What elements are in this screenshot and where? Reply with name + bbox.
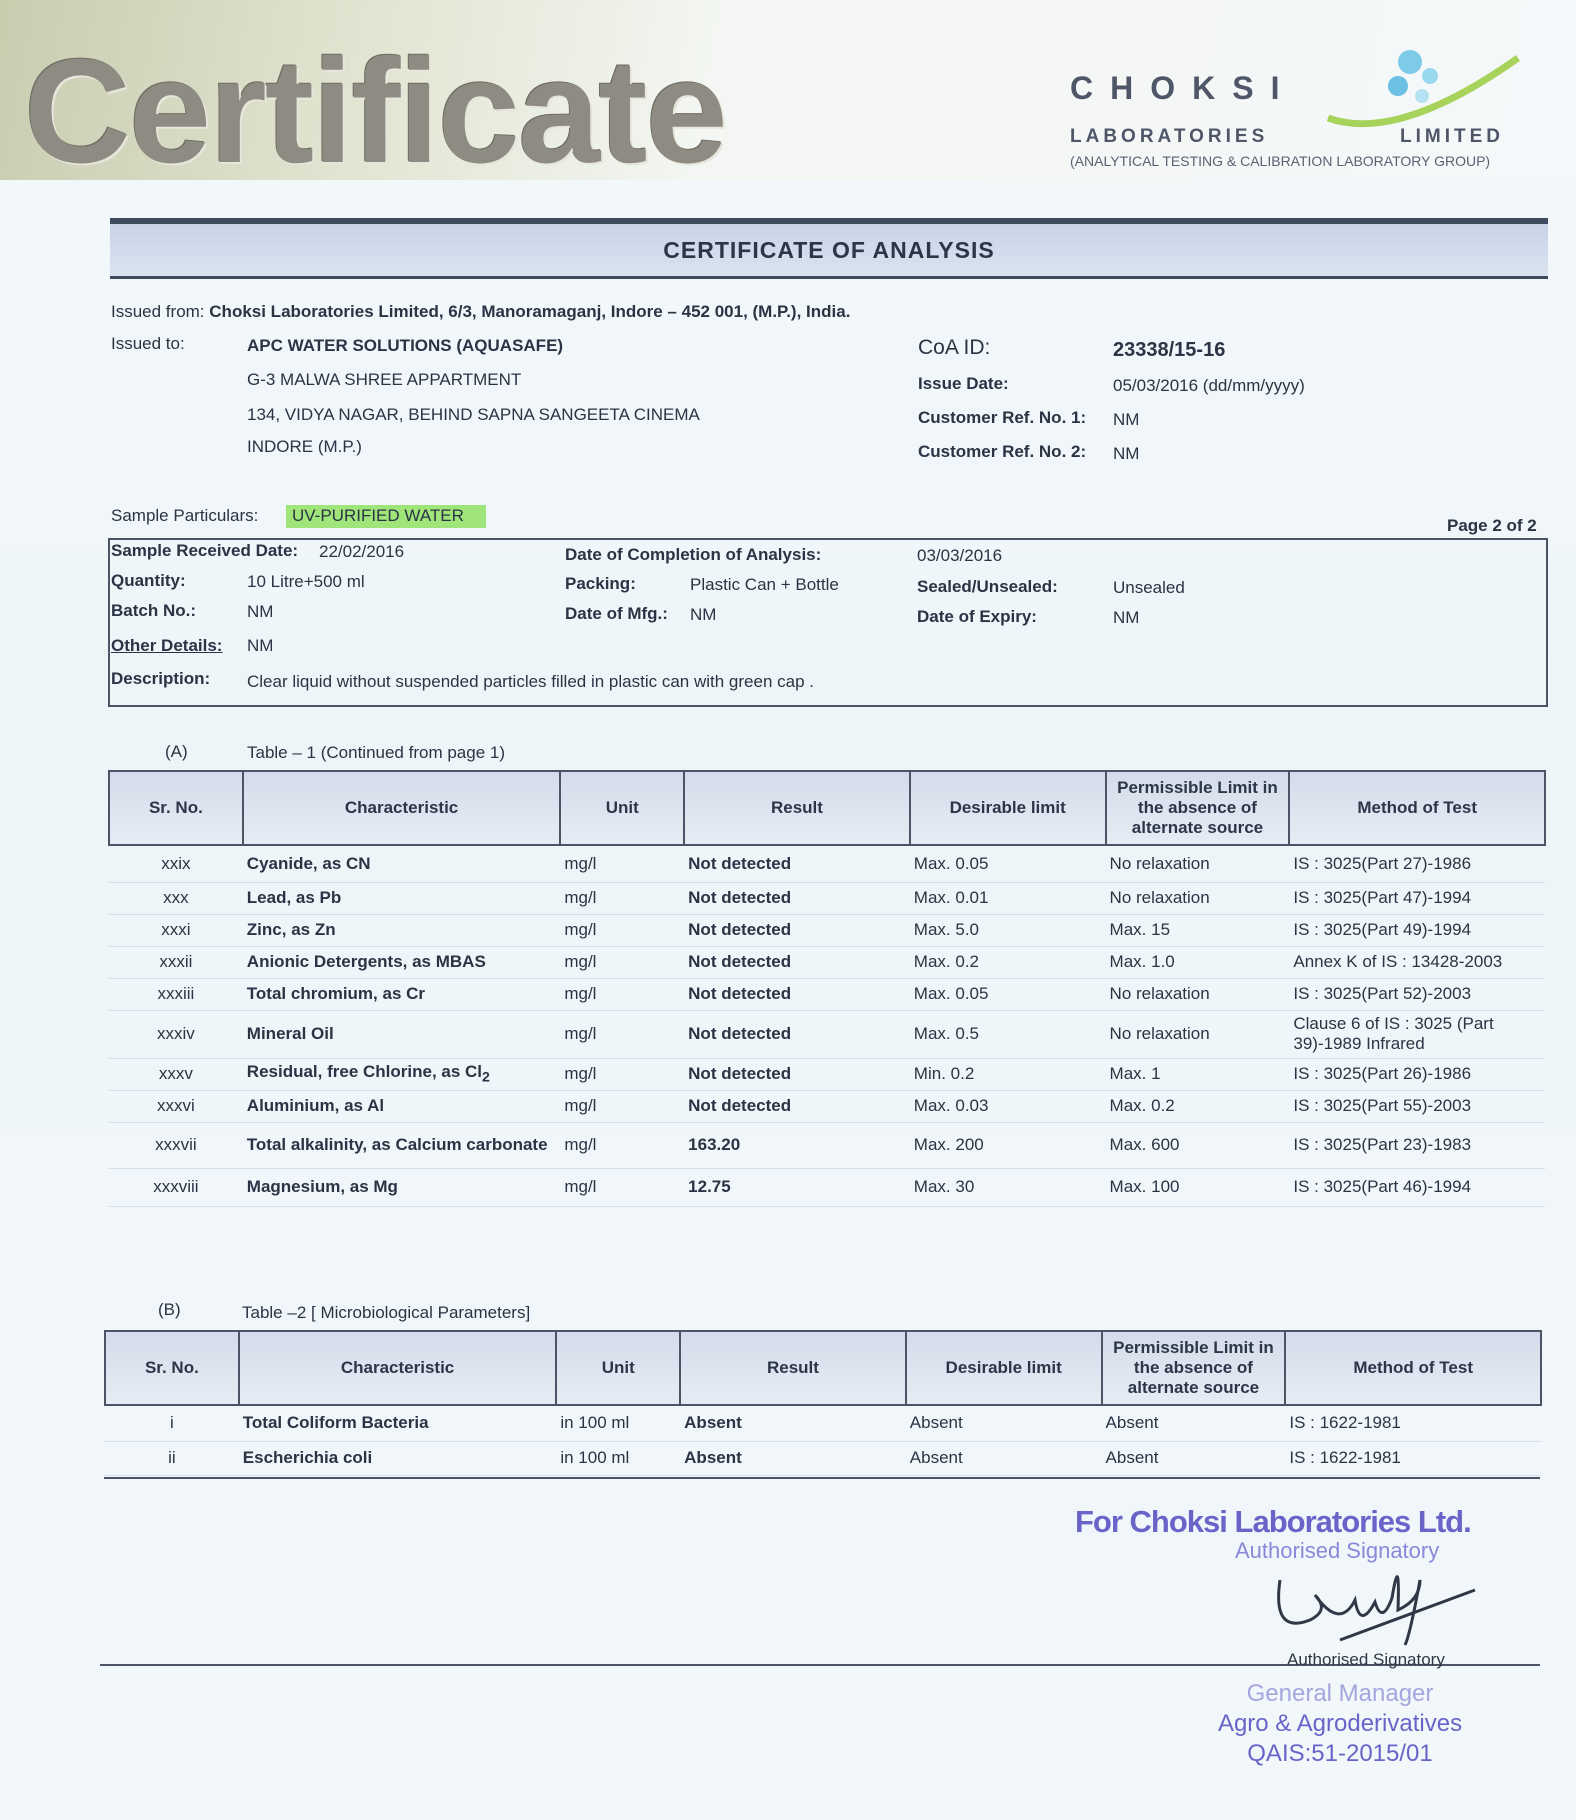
permissible-cell-text: Max. 1 bbox=[1109, 1064, 1161, 1083]
bubbles-logo-icon bbox=[1318, 48, 1528, 138]
method-cell bbox=[1289, 1122, 1545, 1168]
method-cell bbox=[1285, 1405, 1541, 1441]
sample-particulars-label: Sample Particulars: bbox=[111, 506, 259, 525]
sr-cell-text: xxxiv bbox=[157, 1024, 195, 1043]
table2-bottom-rule bbox=[104, 1477, 1540, 1479]
characteristic-cell bbox=[243, 1010, 561, 1058]
table2-header-permissible: Permissible Limit in the absence of alternate source bbox=[1102, 1331, 1286, 1405]
received-label: Sample Received Date: bbox=[111, 541, 299, 560]
permissible-cell bbox=[1106, 1168, 1290, 1206]
desirable-cell bbox=[910, 946, 1106, 978]
characteristic-cell-text: Escherichia coli bbox=[242, 1448, 373, 1467]
table-row bbox=[105, 1441, 1541, 1475]
method-cell-text: Annex K of IS : 13428-2003 bbox=[1293, 952, 1503, 971]
logo-limited: LIMITED bbox=[1400, 126, 1504, 147]
signature-stamp-authorised: Authorised Signatory bbox=[1235, 1538, 1440, 1563]
desirable-cell-text: Absent bbox=[909, 1413, 963, 1433]
sr-cell-text: xxxi bbox=[161, 920, 191, 939]
unit-cell-text: mg/l bbox=[564, 984, 597, 1003]
permissible-cell-text: Absent bbox=[1105, 1413, 1159, 1433]
table-row bbox=[109, 1090, 1545, 1122]
stamp-manager: General Manager bbox=[1246, 1680, 1434, 1707]
permissible-cell-text: Max. 100 bbox=[1109, 1177, 1180, 1196]
characteristic-cell bbox=[239, 1441, 557, 1475]
mfg-value: NM bbox=[690, 605, 717, 624]
table-row bbox=[109, 1010, 1545, 1058]
sr-cell-text: xxxii bbox=[159, 952, 193, 971]
signature-scribble-icon bbox=[1270, 1540, 1480, 1650]
result-cell bbox=[680, 1405, 906, 1441]
permissible-cell bbox=[1106, 914, 1290, 946]
table-row bbox=[109, 1168, 1545, 1206]
logo-group: (ANALYTICAL TESTING & CALIBRATION LABORATORY GROUP) bbox=[1070, 153, 1491, 169]
issue-date-value: 05/03/2016 (dd/mm/yyyy) bbox=[1113, 376, 1305, 395]
expiry-value: NM bbox=[1113, 608, 1140, 627]
sr-cell bbox=[109, 946, 243, 978]
result-cell bbox=[684, 882, 910, 914]
permissible-cell bbox=[1106, 845, 1290, 882]
sr-cell-text: i bbox=[170, 1413, 174, 1433]
unit-cell bbox=[560, 882, 684, 914]
unit-cell-text: mg/l bbox=[564, 1177, 597, 1196]
permissible-cell-text: No relaxation bbox=[1109, 1024, 1210, 1043]
desirable-cell bbox=[910, 845, 1106, 882]
stamp-division: Agro & Agroderivatives bbox=[1217, 1710, 1463, 1737]
result-cell-text: Not detected bbox=[688, 984, 792, 1003]
received-value: 22/02/2016 bbox=[319, 542, 405, 561]
characteristic-cell bbox=[243, 946, 561, 978]
result-cell-text: Not detected bbox=[688, 853, 792, 873]
method-cell-text: IS : 3025(Part 26)-1986 bbox=[1293, 1064, 1472, 1083]
desirable-cell-text: Max. 0.01 bbox=[913, 888, 989, 907]
method-cell-text: IS : 3025(Part 55)-2003 bbox=[1293, 1096, 1472, 1115]
method-cell bbox=[1285, 1441, 1541, 1475]
desirable-cell bbox=[910, 914, 1106, 946]
coa-id-label: CoA ID: bbox=[918, 336, 991, 359]
sr-cell-text: xxxvi bbox=[157, 1096, 195, 1115]
characteristic-cell bbox=[243, 978, 561, 1010]
characteristic-cell-text: Magnesium, as Mg bbox=[246, 1177, 398, 1196]
result-cell bbox=[684, 845, 910, 882]
characteristic-cell-text: Cyanide, as CN bbox=[246, 853, 371, 873]
sr-cell bbox=[109, 1090, 243, 1122]
packing-label: Packing: bbox=[565, 574, 636, 593]
sr-cell bbox=[109, 1010, 243, 1058]
unit-cell-text: mg/l bbox=[564, 853, 597, 873]
permissible-cell bbox=[1106, 1058, 1290, 1090]
choksi-logo bbox=[1070, 48, 1530, 178]
desirable-cell bbox=[910, 1122, 1106, 1168]
table1-caption: Table – 1 (Continued from page 1) bbox=[247, 743, 505, 762]
table2-header-method: Method of Test bbox=[1285, 1331, 1541, 1405]
desirable-cell-text: Max. 0.03 bbox=[913, 1096, 989, 1115]
method-cell-text: IS : 3025(Part 49)-1994 bbox=[1293, 920, 1472, 939]
characteristic-cell bbox=[243, 1090, 561, 1122]
method-cell-text: IS : 3025(Part 47)-1994 bbox=[1293, 888, 1472, 907]
sr-cell bbox=[109, 1122, 243, 1168]
table-row bbox=[109, 1058, 1545, 1090]
table2-header-unit: Unit bbox=[556, 1331, 680, 1405]
sr-cell-text: xxxvii bbox=[155, 1135, 197, 1154]
sr-cell bbox=[109, 1168, 243, 1206]
method-cell bbox=[1289, 1058, 1545, 1090]
sr-cell bbox=[109, 914, 243, 946]
method-cell bbox=[1289, 946, 1545, 978]
issued-to-line-2: G-3 MALWA SHREE APPARTMENT bbox=[247, 370, 522, 389]
result-cell-text: 12.75 bbox=[688, 1177, 731, 1196]
ref2-value: NM bbox=[1113, 444, 1140, 463]
desirable-cell bbox=[906, 1405, 1102, 1441]
unit-cell bbox=[560, 978, 684, 1010]
method-cell bbox=[1289, 1090, 1545, 1122]
method-cell-text: IS : 3025(Part 46)-1994 bbox=[1293, 1177, 1472, 1196]
result-cell-text: Not detected bbox=[688, 1096, 792, 1115]
method-cell-text: Clause 6 of IS : 3025 (Part 39)-1989 Infrared bbox=[1293, 1014, 1494, 1053]
result-cell-text: Not detected bbox=[688, 888, 792, 907]
permissible-cell bbox=[1102, 1405, 1286, 1441]
characteristic-cell bbox=[243, 1058, 561, 1090]
issued-to-label: Issued to: bbox=[111, 334, 185, 353]
characteristic-cell-text: Mineral Oil bbox=[246, 1024, 334, 1043]
issued-from-value: Choksi Laboratories Limited, 6/3, Manoramaganj, Indore – 452 001, (M.P.), India. bbox=[209, 302, 851, 321]
result-cell-text: 163.20 bbox=[688, 1135, 741, 1154]
logo-laboratories: LABORATORIES bbox=[1070, 126, 1269, 147]
sr-cell-text: xxxv bbox=[158, 1064, 193, 1083]
table2-header-result: Result bbox=[680, 1331, 906, 1405]
unit-cell-text: mg/l bbox=[564, 1024, 597, 1043]
desirable-cell-text: Absent bbox=[909, 1448, 963, 1467]
table1-header-unit: Unit bbox=[560, 771, 684, 845]
sealed-value: Unsealed bbox=[1113, 578, 1185, 597]
desirable-cell-text: Max. 0.05 bbox=[913, 984, 989, 1003]
desirable-cell bbox=[910, 1010, 1106, 1058]
sample-particulars-highlight: UV-PURIFIED WATER bbox=[286, 505, 486, 528]
permissible-cell-text: Max. 15 bbox=[1109, 920, 1171, 939]
characteristic-cell bbox=[239, 1405, 557, 1441]
unit-cell bbox=[560, 946, 684, 978]
table2-header-characteristic: Characteristic bbox=[239, 1331, 557, 1405]
desirable-cell bbox=[910, 882, 1106, 914]
unit-cell-text: mg/l bbox=[564, 1064, 597, 1083]
unit-cell-text: mg/l bbox=[564, 952, 597, 971]
table2-header-row bbox=[105, 1331, 1541, 1405]
method-cell bbox=[1289, 882, 1545, 914]
result-cell-text: Not detected bbox=[688, 1064, 792, 1083]
desirable-cell-text: Max. 5.0 bbox=[913, 920, 979, 939]
table1-header-method: Method of Test bbox=[1289, 771, 1545, 845]
packing-value: Plastic Can + Bottle bbox=[690, 575, 839, 594]
permissible-cell bbox=[1106, 1090, 1290, 1122]
unit-cell bbox=[556, 1441, 680, 1475]
stamp-code: QAIS:51-2015/01 bbox=[1247, 1740, 1433, 1767]
other-details-label: Other Details: bbox=[111, 636, 223, 655]
desirable-cell-text: Max. 0.05 bbox=[913, 853, 989, 873]
sr-cell bbox=[109, 882, 243, 914]
permissible-cell-text: Absent bbox=[1105, 1448, 1159, 1467]
table2-header-desirable: Desirable limit bbox=[906, 1331, 1102, 1405]
table1-header-characteristic: Characteristic bbox=[243, 771, 561, 845]
quantity-value: 10 Litre+500 ml bbox=[247, 572, 365, 591]
permissible-cell bbox=[1102, 1441, 1286, 1475]
permissible-cell bbox=[1106, 1122, 1290, 1168]
results-table-1 bbox=[108, 770, 1546, 1207]
characteristic-cell-text: Total Coliform Bacteria bbox=[242, 1413, 429, 1433]
issued-to-line-4: INDORE (M.P.) bbox=[247, 437, 362, 456]
signature-printed-authorised: Authorised Signatory bbox=[1287, 1650, 1445, 1669]
title-bar bbox=[110, 218, 1548, 279]
permissible-cell-text: No relaxation bbox=[1109, 853, 1210, 873]
result-cell-text: Absent bbox=[684, 1413, 742, 1433]
unit-cell-text: in 100 ml bbox=[560, 1448, 630, 1467]
sr-cell-text: xxix bbox=[161, 853, 191, 873]
permissible-cell bbox=[1106, 882, 1290, 914]
page-number: Page 2 of 2 bbox=[1447, 516, 1537, 535]
method-cell-text: IS : 1622-1981 bbox=[1289, 1413, 1401, 1433]
signature-company: For Choksi Laboratories Ltd. bbox=[1075, 1504, 1471, 1539]
unit-cell bbox=[560, 914, 684, 946]
description-value: Clear liquid without suspended particles filled in plastic can with green cap . bbox=[247, 672, 814, 691]
table1-header-row bbox=[109, 771, 1545, 845]
desirable-cell-text: Max. 30 bbox=[913, 1177, 975, 1196]
unit-cell-text: mg/l bbox=[564, 1096, 597, 1115]
characteristic-cell-text: Lead, as Pb bbox=[246, 888, 342, 907]
desirable-cell-text: Max. 0.5 bbox=[913, 1024, 979, 1043]
document-title: CERTIFICATE OF ANALYSIS bbox=[663, 236, 995, 263]
desirable-cell bbox=[906, 1441, 1102, 1475]
result-cell bbox=[684, 1168, 910, 1206]
sr-cell bbox=[109, 1058, 243, 1090]
result-cell bbox=[680, 1441, 906, 1475]
sr-cell bbox=[109, 845, 243, 882]
permissible-cell-text: Max. 1.0 bbox=[1109, 952, 1175, 971]
method-cell-text: IS : 3025(Part 23)-1983 bbox=[1293, 1135, 1472, 1154]
issue-date-label: Issue Date: bbox=[918, 374, 1009, 393]
permissible-cell-text: Max. 0.2 bbox=[1109, 1096, 1175, 1115]
table-row bbox=[109, 1122, 1545, 1168]
table1-tag: (A) bbox=[165, 742, 188, 761]
desirable-cell bbox=[910, 978, 1106, 1010]
batch-value: NM bbox=[247, 602, 274, 621]
result-cell bbox=[684, 1010, 910, 1058]
ref2-label: Customer Ref. No. 2: bbox=[918, 442, 1087, 461]
permissible-cell bbox=[1106, 946, 1290, 978]
unit-cell-text: mg/l bbox=[564, 1135, 597, 1154]
result-cell bbox=[684, 914, 910, 946]
result-cell bbox=[684, 1090, 910, 1122]
table-row bbox=[109, 914, 1545, 946]
method-cell-text: IS : 3025(Part 52)-2003 bbox=[1293, 984, 1472, 1003]
characteristic-cell-text: Zinc, as Zn bbox=[246, 920, 336, 939]
sr-cell bbox=[105, 1441, 239, 1475]
result-cell bbox=[684, 978, 910, 1010]
sealed-label: Sealed/Unsealed: bbox=[917, 577, 1058, 596]
sr-cell bbox=[109, 978, 243, 1010]
method-cell bbox=[1289, 1168, 1545, 1206]
sr-cell-text: xxxiii bbox=[157, 984, 195, 1003]
characteristic-cell-text: Total chromium, as Cr bbox=[246, 984, 426, 1003]
permissible-cell bbox=[1106, 1010, 1290, 1058]
characteristic-cell-text: Anionic Detergents, as MBAS bbox=[246, 952, 486, 971]
issued-from bbox=[111, 302, 850, 322]
desirable-cell-text: Max. 200 bbox=[913, 1135, 984, 1154]
unit-cell bbox=[556, 1405, 680, 1441]
result-cell-text: Not detected bbox=[688, 1024, 792, 1043]
other-details-value: NM bbox=[247, 636, 274, 655]
unit-cell bbox=[560, 1122, 684, 1168]
unit-cell bbox=[560, 1090, 684, 1122]
table1-header-permissible: Permissible Limit in the absence of alternate source bbox=[1106, 771, 1290, 845]
table-row bbox=[109, 882, 1545, 914]
unit-cell bbox=[560, 1058, 684, 1090]
completion-label: Date of Completion of Analysis: bbox=[565, 545, 822, 564]
method-cell-text: IS : 1622-1981 bbox=[1289, 1448, 1401, 1467]
characteristic-cell bbox=[243, 1168, 561, 1206]
unit-cell bbox=[560, 1168, 684, 1206]
table-row bbox=[105, 1405, 1541, 1441]
result-cell-text: Not detected bbox=[688, 920, 792, 939]
desirable-cell bbox=[910, 1058, 1106, 1090]
sr-cell bbox=[105, 1405, 239, 1441]
desirable-cell bbox=[910, 1090, 1106, 1122]
table-row bbox=[109, 946, 1545, 978]
unit-cell bbox=[560, 845, 684, 882]
result-cell-text: Absent bbox=[684, 1448, 742, 1467]
characteristic-cell bbox=[243, 914, 561, 946]
completion-value: 03/03/2016 bbox=[917, 546, 1003, 565]
table1-header-desirable: Desirable limit bbox=[910, 771, 1106, 845]
ref1-label: Customer Ref. No. 1: bbox=[918, 408, 1087, 427]
characteristic-cell bbox=[243, 882, 561, 914]
permissible-cell bbox=[1106, 978, 1290, 1010]
desirable-cell bbox=[910, 1168, 1106, 1206]
table1-header-result: Result bbox=[684, 771, 910, 845]
unit-cell-text: mg/l bbox=[564, 888, 597, 907]
characteristic-cell-text: Aluminium, as Al bbox=[246, 1096, 385, 1115]
certificate-heading: Certificate bbox=[24, 29, 726, 194]
description-label: Description: bbox=[111, 669, 211, 688]
characteristic-cell bbox=[243, 845, 561, 882]
sr-cell-text: xxxviii bbox=[153, 1177, 199, 1196]
table-row bbox=[109, 978, 1545, 1010]
permissible-cell-text: No relaxation bbox=[1109, 984, 1210, 1003]
unit-cell bbox=[560, 1010, 684, 1058]
permissible-cell-text: No relaxation bbox=[1109, 888, 1210, 907]
logo-name: CHOKSI bbox=[1070, 70, 1297, 106]
table2-header-sr: Sr. No. bbox=[105, 1331, 239, 1405]
method-cell bbox=[1289, 1010, 1545, 1058]
issued-to-line-1: APC WATER SOLUTIONS (AQUASAFE) bbox=[247, 336, 564, 355]
method-cell bbox=[1289, 845, 1545, 882]
subscript-text: 2 bbox=[482, 1069, 490, 1086]
unit-cell-text: in 100 ml bbox=[560, 1413, 630, 1433]
sr-cell-text: ii bbox=[168, 1448, 176, 1467]
result-cell-text: Not detected bbox=[688, 952, 792, 971]
method-cell bbox=[1289, 914, 1545, 946]
characteristic-cell-text: Total alkalinity, as Calcium carbonate bbox=[246, 1135, 548, 1154]
table-row bbox=[109, 845, 1545, 882]
method-cell-text: IS : 3025(Part 27)-1986 bbox=[1293, 853, 1472, 873]
quantity-label: Quantity: bbox=[111, 571, 186, 590]
characteristic-cell-text: Residual, free Chlorine, as Cl bbox=[246, 1062, 483, 1082]
expiry-label: Date of Expiry: bbox=[917, 607, 1037, 626]
issued-from-label: Issued from: bbox=[111, 302, 205, 321]
method-cell bbox=[1289, 978, 1545, 1010]
table2-caption: Table –2 [ Microbiological Parameters] bbox=[242, 1303, 531, 1322]
ref1-value: NM bbox=[1113, 410, 1140, 429]
sample-particulars-value bbox=[286, 506, 486, 526]
table1-header-sr: Sr. No. bbox=[109, 771, 243, 845]
desirable-cell-text: Min. 0.2 bbox=[913, 1064, 975, 1083]
results-table-2 bbox=[104, 1330, 1542, 1476]
mfg-label: Date of Mfg.: bbox=[565, 604, 668, 623]
table2-tag: (B) bbox=[158, 1300, 181, 1319]
result-cell bbox=[684, 1122, 910, 1168]
permissible-cell-text: Max. 600 bbox=[1109, 1135, 1180, 1154]
desirable-cell-text: Max. 0.2 bbox=[913, 952, 979, 971]
issued-to-line-3: 134, VIDYA NAGAR, BEHIND SAPNA SANGEETA CINEMA bbox=[247, 405, 700, 424]
coa-id-value: 23338/15-16 bbox=[1113, 339, 1226, 361]
sr-cell-text: xxx bbox=[163, 888, 189, 907]
characteristic-cell bbox=[243, 1122, 561, 1168]
unit-cell-text: mg/l bbox=[564, 920, 597, 939]
batch-label: Batch No.: bbox=[111, 601, 196, 620]
result-cell bbox=[684, 1058, 910, 1090]
result-cell bbox=[684, 946, 910, 978]
